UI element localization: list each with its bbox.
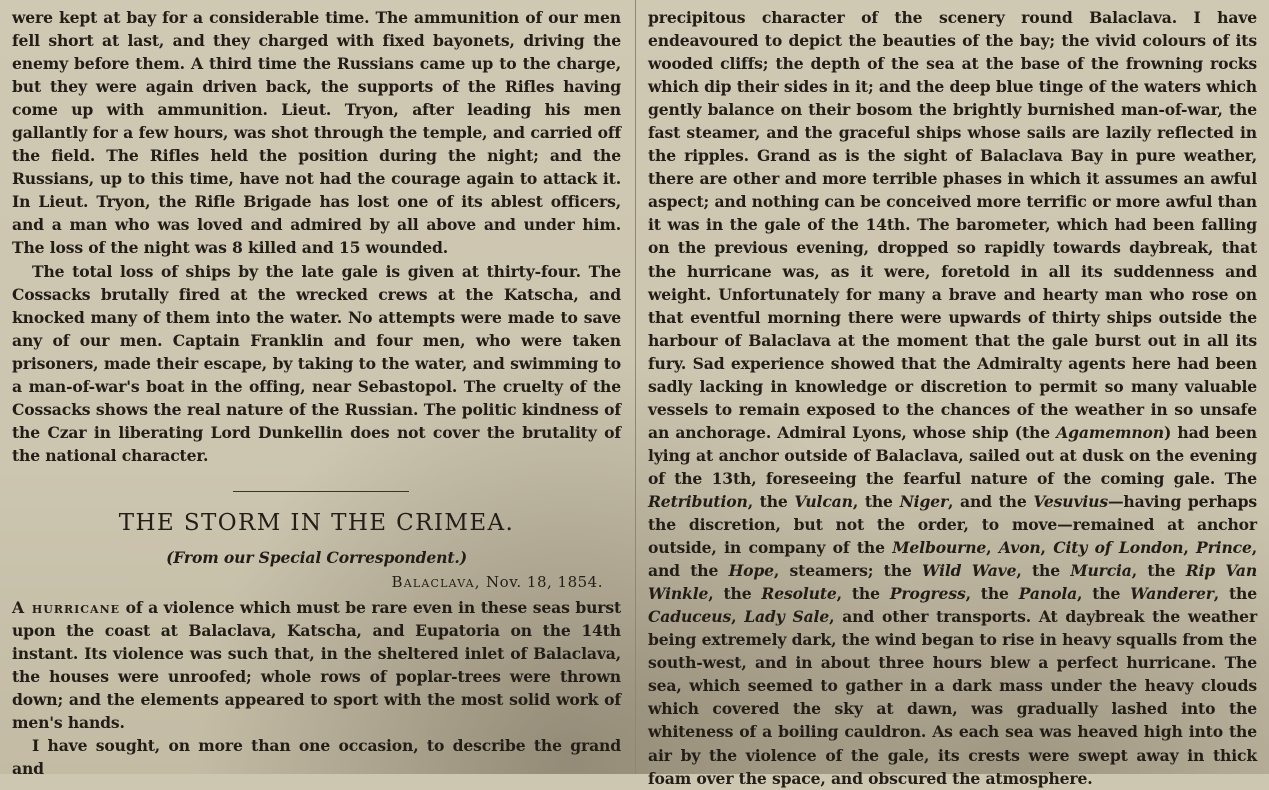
ship-name: Vesuvius xyxy=(1033,491,1108,511)
article-subhead: (From our Special Correspondent.) xyxy=(166,547,467,567)
ship-name: Rip Van Winkle xyxy=(648,561,1258,604)
separator-text: , xyxy=(986,538,992,558)
separator-text: , the xyxy=(1016,561,1060,581)
separator-text: , the xyxy=(1131,561,1176,581)
separator-text: , xyxy=(731,607,737,627)
paragraph-text: ) had been lying at anchor outside of Balaclava, sailed out at dusk on the evening of the 13th, foreseeing the fearful nature of the coming gale. The xyxy=(648,422,1257,488)
article-paragraph: were kept at bay for a considerable time. The ammunition of our men fell short at last, and they charged with fixed bayonets, driving the enemy before them. A third time the Russians came up to the charge, but they were again driven back, the supports of the Rifles having come up with ammunition. Lieut. Tryon, after leading his men gallantly for a few hours, was shot through the temple, and carried off the field. The Rifles held the position during the night; and the Russians, up to this time, have not had the courage again to attack it. In Lieut. Tryon, the Rifle Brigade has lost one of its ablest officers, and a man who was loved and admired by all above and under him. The loss of the night was 8 killed and 15 wounded. xyxy=(12,8,621,258)
article-dateline xyxy=(12,571,621,594)
ship-name: Retribution xyxy=(648,491,748,511)
separator-text: , and the xyxy=(648,538,1258,581)
separator-text: , xyxy=(1040,538,1046,558)
separator-text: , and the xyxy=(948,491,1027,511)
article-paragraph xyxy=(12,596,621,734)
ship-name: Wanderer xyxy=(1130,584,1214,604)
dateline-place: Balaclava, xyxy=(391,572,481,591)
article-headline: THE STORM IN THE CRIMEA. xyxy=(118,509,515,536)
left-column xyxy=(12,6,621,780)
article-paragraph: The total loss of ships by the late gale is given at thirty-four. The Cossacks brutally fired at the wrecked crews at the Katscha, and knocked many of them into the water. No attempts were made to save any of our men. Captain Franklin and four men, who were taken prisoners, made their escape, by taking to the water, and swimming to a man-of-war's boat in the offing, near Sebastopol. The cruelty of the Cossacks shows the real nature of the Russian. The politic kindness of the Czar in liberating Lord Dunkellin does not cover the brutality of the national character. xyxy=(12,261,621,465)
article-paragraph xyxy=(648,6,1257,790)
paragraph-text: of a violence which must be rare even in these seas burst upon the coast at Balaclava, Katscha, and Eupatoria on the 14th instant. Its violence was such that, in the sheltered inlet of Balaclava, the houses were unroofed; whole rows of poplar-trees were thrown down; and the elements appeared to sport with the most solid work of men's hands. xyxy=(12,598,622,733)
ship-name: Wild Wave xyxy=(922,561,1017,581)
section-rule xyxy=(233,491,409,492)
ship-name: Agamemnon xyxy=(1056,422,1164,442)
lead-words: A hurricane xyxy=(12,598,121,618)
separator-text: , the xyxy=(1077,584,1121,604)
article-paragraph: I have sought, on more than one occasion, to describe the grand and xyxy=(12,736,621,779)
separator-text: , the xyxy=(747,491,788,511)
separator-text: , the xyxy=(965,584,1009,604)
separator-text: , the xyxy=(708,584,752,604)
ship-name: City of London xyxy=(1053,538,1184,558)
separator-text: , the xyxy=(852,491,893,511)
ship-name: Murcia xyxy=(1070,561,1132,581)
ship-name: Caduceus xyxy=(648,607,732,627)
ship-name: Melbourne xyxy=(892,538,987,558)
right-column xyxy=(648,6,1257,790)
ship-name: Hope xyxy=(728,561,774,581)
dateline-date: Nov. 18, 1854. xyxy=(486,572,603,591)
ship-name: Resolute xyxy=(761,584,837,604)
ship-name: Lady Sale xyxy=(744,607,830,627)
ship-name: Niger xyxy=(899,491,949,511)
column-divider xyxy=(635,0,636,774)
paragraph-text: precipitous character of the scenery round Balaclava. I have endeavoured to depict the beauties of the bay; the vivid colours of its wooded cliffs; the depth of the sea at the base of the frowning rocks which dip their sides in it; and the deep blue tinge of the waters which gently balance on their bosom the brightly burnished man-of-war, the fast steamer, and the graceful ships whose sails are lazily reflected in the ripples. Grand as is the sight of Balaclava Bay in pure weather, there are other and more terrible phases in which it assumes an awful aspect; and nothing can be conceived more terrific or more awful than it was in the gale of the 14th. The barometer, which had been falling on the previous evening, dropped so rapidly towards daybreak, that the hurricane was, as it were, foretold in all its suddenness and weight. Unfortunately for many a brave and hearty man who rose on that eventful morning there were upwards of thirty ships outside the harbour of Balaclava at the moment that the gale burst out in all its fury. Sad experience showed that the Admiralty agents here had been sadly lacking in knowledge or discretion to permit so many valuable vessels to remain exposed to the chances of the weather in so unsafe an anchorage. Admiral Lyons, whose ship (the xyxy=(648,8,1257,442)
separator-text: , the xyxy=(1213,584,1258,604)
ship-name: Progress xyxy=(889,584,966,604)
separator-text: , the xyxy=(836,584,880,604)
separator-text: , xyxy=(1183,538,1189,558)
ship-name: Panola xyxy=(1018,584,1078,604)
separator-text: , steamers; the xyxy=(773,561,912,581)
ship-name: Avon xyxy=(998,538,1041,558)
ship-name: Prince xyxy=(1196,538,1252,558)
ship-name: Vulcan xyxy=(794,491,853,511)
paragraph-text: , and other transports. At daybreak the weather being extremely dark, the wind began to rise in heavy squalls from the south-west, and in about three hours blew a perfect hurricane. The sea, which seemed to gather in a dark mass under the heavy clouds which covered the sky at dawn, was gradually lashed into the whiteness of a boiling cauldron. As each sea was heaved high into the air by the violence of the gale, its crests were swept away in thick foam over the space, and obscured the atmosphere. xyxy=(648,607,1258,788)
paragraph-text: —having perhaps the discretion, but not the order, to move—remained at anchor outside, in company of the xyxy=(648,491,1258,558)
